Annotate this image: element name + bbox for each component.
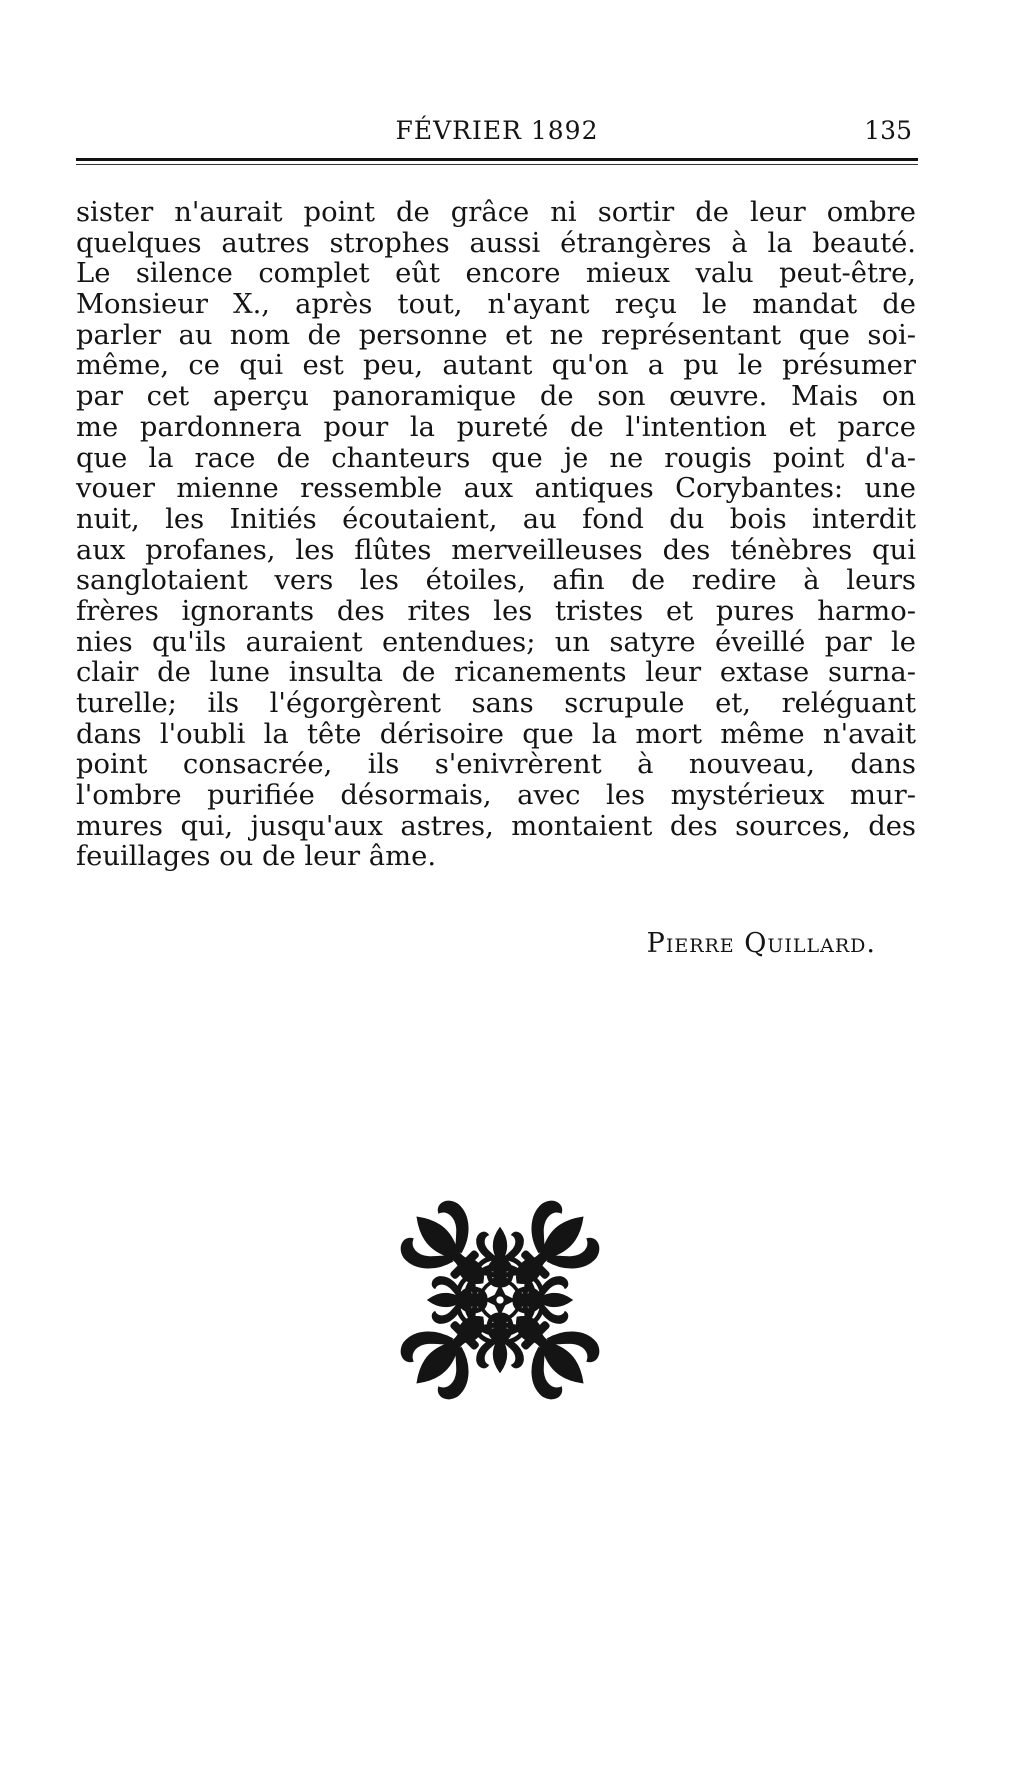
text-line: sanglotaient vers les étoiles, afin de redire à leurs [76, 565, 916, 597]
text-line: l'ombre purifiée désormais, avec les mystérieux mur- [76, 780, 916, 812]
text-line: frères ignorants des rites les tristes et pures harmo- [76, 595, 916, 627]
text-line: que la race de chanteurs que je ne rougis point d'a- [76, 442, 916, 474]
text-line: même, ce qui est peu, autant qu'on a pu le présumer [76, 350, 916, 382]
page-header [78, 112, 916, 152]
text-line: nuit, les Initiés écoutaient, au fond du bois interdit [76, 503, 916, 535]
body-paragraph [76, 198, 916, 873]
page-number: 135 [864, 116, 912, 145]
text-line: nies qu'ils auraient entendues; un satyre éveillé par le [76, 626, 916, 658]
text-line: dans l'oubli la tête dérisoire que la mort même n'avait [76, 718, 916, 750]
text-line: aux profanes, les flûtes merveilleuses des ténèbres qui [76, 534, 916, 566]
text-line: feuillages ou de leur âme. [76, 841, 437, 873]
running-title: FÉVRIER 1892 [395, 116, 599, 145]
text-line: me pardonnera pour la pureté de l'intention et parce [76, 411, 916, 443]
header-rule [76, 158, 918, 161]
header-rule-thin [76, 164, 918, 165]
text-line: point consacrée, ils s'enivrèrent à nouveau, dans [76, 749, 916, 781]
text-line: Le silence complet eût encore mieux valu peut-être, [76, 258, 916, 290]
text-line: par cet aperçu panoramique de son œuvre. Mais on [76, 381, 916, 413]
text-line: sister n'aurait point de grâce ni sortir de leur ombre [76, 197, 916, 228]
text-line: turelle; ils l'égorgèrent sans scrupule et, reléguant [76, 688, 916, 719]
text-line: Monsieur X., après tout, n'ayant reçu le mandat de [76, 289, 916, 321]
author-signature: Pierre Quillard. [646, 928, 876, 959]
text-line: mures qui, jusqu'aux astres, montaient des sources, des [76, 810, 916, 842]
text-line: parler au nom de personne et ne représentant que soi- [76, 319, 916, 351]
fleur-de-lis-cross-ornament-icon [378, 1178, 622, 1422]
text-line: clair de lune insulta de ricanements leur extase surna- [76, 657, 916, 689]
text-line: vouer mienne ressemble aux antiques Corybantes: une [76, 473, 916, 505]
text-line: quelques autres strophes aussi étrangères à la beauté. [76, 227, 916, 259]
